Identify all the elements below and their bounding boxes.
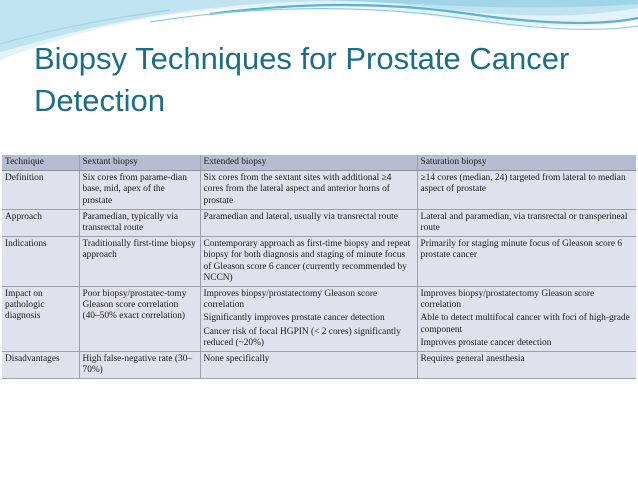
cell-extended: None specifically	[200, 352, 417, 379]
table-header-row	[2, 155, 636, 171]
cell-sextant: Six cores from parame-dian base, mid, apex of the prostate	[79, 171, 200, 210]
cell-extended: Six cores from the sextant sites with additional ≥4 cores from the lateral aspect and anterior horns of prostate	[200, 171, 417, 210]
cell-extended: Improves biopsy/prostatectomy Gleason score correlation Significantly improves prostate cancer detection Cancer risk of focal HGPIN (< 2 cores) significantly reduced (~20%)	[200, 287, 417, 352]
row-label: Impact on pathologic diagnosis	[2, 287, 79, 352]
cell-extended: Contemporary approach as first-time biopsy and repeat biopsy for both diagnosis and staging of minute focus of Gleason score 6 cancer (currently recommended by NCCN)	[200, 237, 417, 287]
cell-sextant: Traditionally first-time biopsy approach	[79, 237, 200, 287]
cell-saturation: Primarily for staging minute focus of Gleason score 6 prostate cancer	[417, 237, 636, 287]
table-row-indications	[2, 237, 636, 287]
cell-sextant: Poor biopsy/prostatec-tomy Gleason score correlation (40–50% exact correlation)	[79, 287, 200, 352]
cell-saturation: ≥14 cores (median, 24) targeted from lateral to median aspect of prostate	[420, 173, 626, 195]
row-label: Indications	[2, 237, 79, 287]
table-row-impact	[2, 287, 636, 352]
table-row-disadvantages	[2, 352, 636, 379]
row-label: Definition	[2, 171, 79, 210]
cell-sextant: Paramedian, typically via transrectal route	[79, 209, 200, 236]
row-label: Disadvantages	[2, 352, 79, 379]
cell-extended: Paramedian and lateral, usually via transrectal route	[200, 209, 417, 236]
cell-saturation: Lateral and paramedian, via transrectal or transperineal route	[417, 209, 636, 236]
table-row-definition	[2, 171, 636, 210]
header-sextant-biopsy: Sextant biopsy	[79, 155, 200, 171]
row-label: Approach	[2, 209, 79, 236]
header-saturation-biopsy: Saturation biopsy	[417, 155, 636, 171]
cell-sextant: High false-negative rate (30–70%)	[79, 352, 200, 379]
cell-saturation: Improves biopsy/prostatectomy Gleason score correlation Able to detect multifocal cancer with foci of high-grade component Improves prostate cancer detection	[417, 287, 636, 352]
slide-title: Biopsy Techniques for Prostate Cancer Detection	[34, 41, 570, 118]
header-technique: Technique	[2, 155, 79, 171]
biopsy-comparison-table	[2, 155, 636, 379]
header-extended-biopsy: Extended biopsy	[200, 155, 417, 171]
table-row-approach	[2, 209, 636, 236]
cell-saturation: Requires general anesthesia	[417, 352, 636, 379]
